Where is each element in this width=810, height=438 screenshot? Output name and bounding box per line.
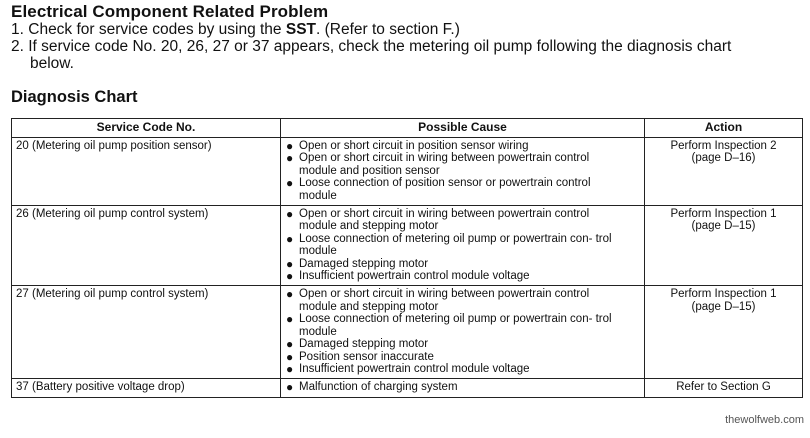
possible-cause-cell xyxy=(281,286,645,379)
sst-emphasis: SST xyxy=(285,21,317,38)
action-text: Perform Inspection 2 xyxy=(670,140,777,152)
bullet-icon: ● xyxy=(286,361,294,376)
table-row xyxy=(12,379,803,397)
cause-text: Loose connection of position sensor or powertrain control module xyxy=(299,177,591,202)
bullet-icon: ● xyxy=(286,380,294,395)
possible-cause-cell xyxy=(281,138,645,206)
action-text: Refer to Section G xyxy=(676,381,771,394)
table-row xyxy=(12,138,803,206)
cause-item xyxy=(285,288,640,313)
cause-item xyxy=(285,177,640,202)
cause-item xyxy=(285,270,640,282)
cause-text: Open or short circuit in wiring between powertrain control module and stepping motor xyxy=(299,208,590,233)
possible-cause-cell xyxy=(281,379,645,397)
action-page-ref: (page D–16) xyxy=(691,152,756,165)
step-number: 1. xyxy=(11,21,24,38)
cause-item xyxy=(285,381,640,393)
cause-text: Open or short circuit in position sensor wiring xyxy=(299,140,529,152)
bullet-icon: ● xyxy=(286,151,294,166)
step-number: 2. xyxy=(11,38,24,55)
step-text: If service code No. 20, 26, 27 or 37 appears, check the metering oil pump following the diagnosis chart xyxy=(28,38,732,55)
step-1 xyxy=(11,21,731,38)
cause-list xyxy=(285,381,640,393)
col-header-service-code: Service Code No. xyxy=(12,119,281,138)
service-code-cell: 20 (Metering oil pump position sensor) xyxy=(12,138,281,206)
bullet-icon: ● xyxy=(286,269,294,284)
table-row xyxy=(12,286,803,379)
cause-item xyxy=(285,313,640,338)
cause-list xyxy=(285,288,640,375)
bullet-icon: ● xyxy=(286,337,294,352)
cause-text: Malfunction of charging system xyxy=(299,381,458,394)
cause-text: Insufficient powertrain control module voltage xyxy=(299,270,530,283)
table-header-row xyxy=(12,119,803,138)
cause-text: Damaged stepping motor xyxy=(299,257,429,270)
col-header-possible-cause: Possible Cause xyxy=(281,119,645,138)
cause-item xyxy=(285,351,640,363)
step-text-end: . (Refer to section F.) xyxy=(316,21,460,38)
cause-item xyxy=(285,258,640,270)
cause-text: Loose connection of metering oil pump or powertrain con- trol module xyxy=(299,313,612,338)
bullet-icon: ● xyxy=(286,231,294,246)
step-text: Check for service codes by using the xyxy=(28,21,286,38)
action-cell xyxy=(645,138,803,206)
action-text: Perform Inspection 1 xyxy=(670,208,777,221)
cause-text: Loose connection of metering oil pump or powertrain con- trol module xyxy=(299,232,612,258)
action-cell xyxy=(645,379,803,397)
action-cell xyxy=(645,286,803,379)
cause-item xyxy=(285,140,640,152)
cause-item xyxy=(285,338,640,350)
bullet-icon: ● xyxy=(286,349,294,364)
service-code-cell: 37 (Battery positive voltage drop) xyxy=(12,379,281,397)
cause-text: Insufficient powertrain control module voltage xyxy=(299,362,530,375)
chart-title: Diagnosis Chart xyxy=(11,88,138,106)
service-code-cell: 27 (Metering oil pump control system) xyxy=(12,286,281,379)
cause-item xyxy=(285,363,640,375)
cause-text: Open or short circuit in wiring between powertrain control module and stepping motor xyxy=(299,288,590,313)
cause-list xyxy=(285,208,640,282)
bullet-icon: ● xyxy=(286,312,294,327)
table-row xyxy=(12,206,803,286)
bullet-icon: ● xyxy=(286,139,294,153)
page-title: Electrical Component Related Problem xyxy=(11,2,329,21)
service-code-cell: 26 (Metering oil pump control system) xyxy=(12,206,281,286)
diagnosis-table xyxy=(11,118,803,398)
possible-cause-cell xyxy=(281,206,645,286)
action-page-ref: (page D–15) xyxy=(691,220,756,233)
step-2-continuation: below. xyxy=(30,55,74,72)
bullet-icon: ● xyxy=(286,287,294,302)
cause-text: Position sensor inaccurate xyxy=(299,350,434,363)
cause-text: Damaged stepping motor xyxy=(299,338,429,351)
action-cell xyxy=(645,206,803,286)
cause-text: Open or short circuit in wiring between powertrain control module and position sensor xyxy=(299,152,590,177)
cause-item xyxy=(285,233,640,258)
col-header-action: Action xyxy=(645,119,803,138)
bullet-icon: ● xyxy=(286,176,294,191)
watermark: thewolfweb.com xyxy=(725,414,804,426)
step-2 xyxy=(11,38,731,55)
bullet-icon: ● xyxy=(286,207,294,222)
cause-item xyxy=(285,208,640,233)
cause-list xyxy=(285,140,640,202)
cause-item xyxy=(285,152,640,177)
action-page-ref: (page D–15) xyxy=(691,300,756,313)
bullet-icon: ● xyxy=(286,256,294,271)
instruction-steps xyxy=(11,21,731,72)
action-text: Perform Inspection 1 xyxy=(670,288,777,301)
